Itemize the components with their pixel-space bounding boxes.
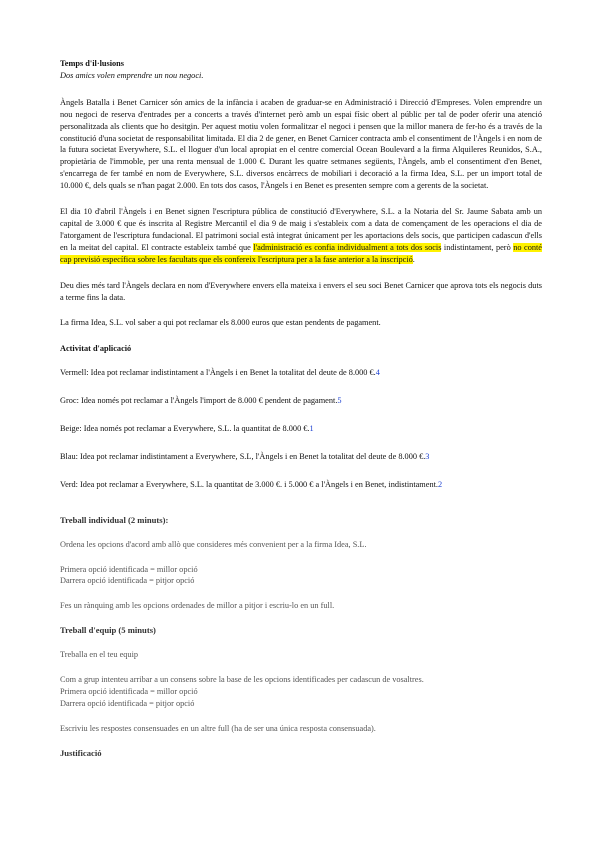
individual-criteria xyxy=(60,564,542,588)
team-work-title: Treball d'equip (5 minuts) xyxy=(60,625,156,636)
document-page xyxy=(60,58,542,772)
paragraph-approval: Deu dies més tard l'Àngels declara en nom d'Everywhere envers ella mateixa i envers el seu soci Benet Carnicer que aprova tots els negocis duts a terme fins la data. xyxy=(60,280,542,302)
option-number: 4 xyxy=(375,368,380,378)
paragraph-text: . xyxy=(412,254,415,264)
option-text: Blau: Idea pot reclamar indistintament a Everywhere, S.L, l'Àngels i en Benet la totalitat del deute de 8.000 €. xyxy=(60,451,426,461)
team-instruction: Treballa en el teu equip xyxy=(60,650,139,660)
individual-instruction: Ordena les opcions d'acord amb allò que consideres més convenient per a la firma Idea, S.L. xyxy=(60,539,367,549)
highlighted-text: l'administració es confia individualment a tots dos socis xyxy=(253,242,442,252)
activity-title: Activitat d'aplicació xyxy=(60,344,132,354)
option-blau xyxy=(60,451,542,463)
individual-work-title: Treball individual (2 minuts): xyxy=(60,514,169,525)
paragraph-text: El dia 10 d'abril l'Àngels i en Benet signen l'escriptura pública de constitució d'Everywhere, S.L. a la Notaria del Sr. Jaume Sabata amb un capital de 3.000 € que és inscrita al Registre Mercantil el dia 9 de maig i s'estableix com a data de començament de les operacions el dia de l'atorgament de l'escriptura fundacional. El patrimoni social està integrat únicament per les aportacions dels socis, que participen cadascun d'ells en la meitat del capital. El contracte estableix també que xyxy=(60,207,542,252)
team-consensus xyxy=(60,674,542,710)
option-verd xyxy=(60,479,542,491)
option-number: 5 xyxy=(337,396,342,406)
option-text: Groc: Idea només pot reclamar a l'Àngels l'import de 8.000 € pendent de pagament. xyxy=(60,396,338,406)
paragraph-intro: Àngels Batalla i Benet Carnicer són amics de la infància i acaben de graduar-se en Administració i Direcció d'Empreses. Volen emprendre un nou negoci de reserva d'entrades per a concerts a través d'internet però amb un espai físic obert al públic per tal de poder oferir una atenció personalitzada als clients que ho desitgin. Per aquest motiu volen formalitzar el negoci i pensen que la millor manera de fer-ho és a través de la constitució d'una societat de responsabilitat limitada. El dia 2 de gener, en Benet Carnicer contracta amb el consentiment de l'Àngels i en nom de la futura societat Everywhere, S.L. el lloguer d'un local apropiat en el centre comercial Ocean Boulevard a la firma Alquileres Reunidos, S.A., propietària de l'immoble, per una renta mensual de 1.000 €. Durant les quatre setmanes següents, l'Àngels, amb el consentiment d'en Benet, s'encarrega de fer també en nom de Everywhere, S.L. diversos encàrrecs de mobiliari i decoració a la firma Idea, S.L. per un import total de 10.000 €, dels quals se n'han pagat 2.000. En tots dos casos, l'Àngels i en Benet es presenten sempre com a gerents de la societat. xyxy=(60,97,542,191)
paragraph-text: indistintament, però xyxy=(441,242,514,252)
doc-subtitle: Dos amics volen emprendre un nou negoci. xyxy=(60,70,204,80)
first-option-line: Primera opció identificada = millor opció xyxy=(60,564,198,574)
last-option-line: Darrera opció identificada = pitjor opció xyxy=(60,698,195,708)
option-vermell xyxy=(60,367,542,379)
justification-title: Justificació xyxy=(60,747,102,758)
option-groc xyxy=(60,395,542,407)
option-text: Vermell: Idea pot reclamar indistintament a l'Àngels i en Benet la totalitat del deute de 8.000 €. xyxy=(60,368,376,378)
highlighted-text: no conté cap previsió específica sobre les facultats que els confereix l'escriptura per a la fase anterior a la inscripció xyxy=(60,242,542,264)
team-write-instruction: Escriviu les respostes consensuades en un altre full (ha de ser una única resposta consensuada). xyxy=(60,723,376,733)
last-option-line: Darrera opció identificada = pitjor opció xyxy=(60,576,195,586)
option-beige xyxy=(60,423,542,435)
team-consensus-text: Com a grup intenteu arribar a un consens sobre la base de les opcions identificades per cadascun de vosaltres. xyxy=(60,675,424,685)
paragraph-constitution xyxy=(60,206,542,266)
option-text: Beige: Idea només pot reclamar a Everywhere, S.L. la quantitat de 8.000 €. xyxy=(60,424,310,434)
first-option-line: Primera opció identificada = millor opció xyxy=(60,687,198,696)
option-number: 2 xyxy=(437,479,443,489)
doc-title: Temps d'il·lusions xyxy=(60,59,125,68)
option-text: Verd: Idea pot reclamar a Everywhere, S.L. la quantitat de 3.000 €. i 5.000 € a l'Àngels i en Benet, indistintament. xyxy=(60,479,438,489)
individual-ranking-instruction: Fes un rànquing amb les opcions ordenades de millor a pitjor i escriu-lo en un full. xyxy=(60,601,335,611)
option-number: 3 xyxy=(425,451,430,461)
paragraph-question: La firma Idea, S.L. vol saber a qui pot reclamar els 8.000 euros que estan pendents de pagament. xyxy=(60,318,381,328)
option-number: 1 xyxy=(309,424,314,434)
